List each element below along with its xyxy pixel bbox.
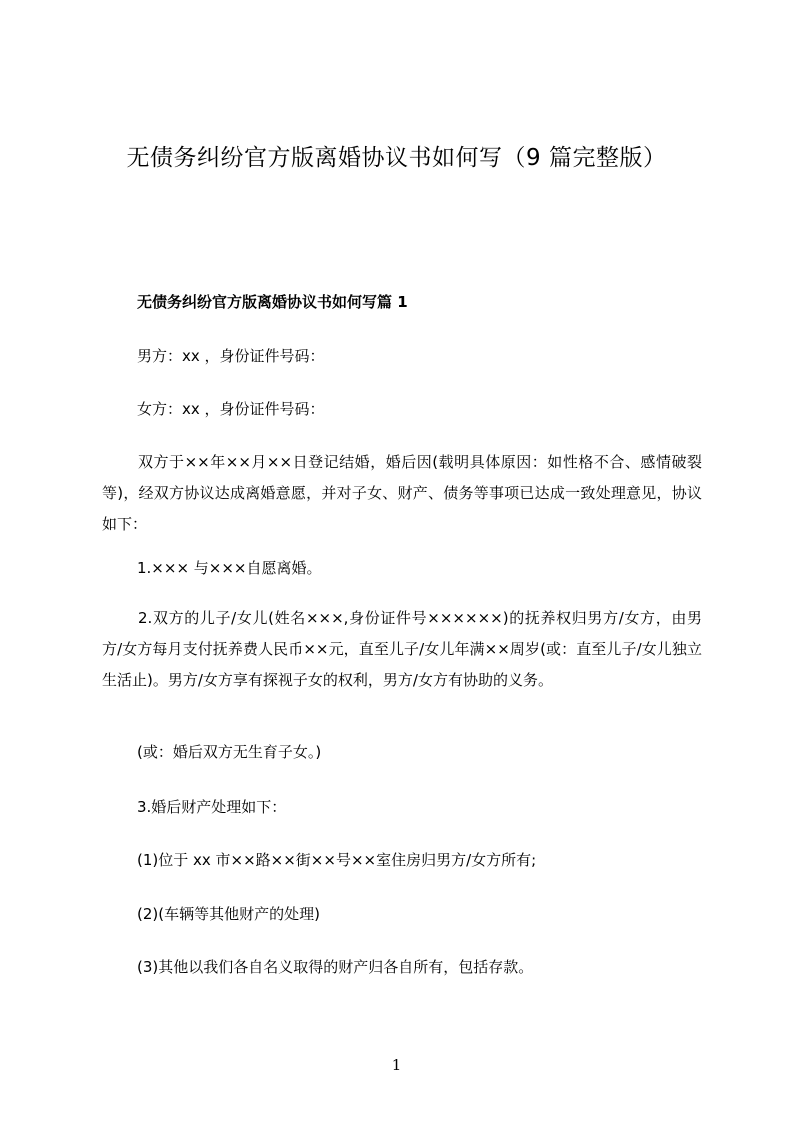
intro-paragraph: 双方于××年××月××日登记结婚，婚后因(载明具体原因：如性格不合、感情破裂等)，经双方协议达成离婚意愿，并对子女、财产、债务等事项已达成一致处理意见，协议如下：	[102, 453, 702, 533]
husband-line: 男方：xx ，身份证件号码：	[137, 347, 325, 365]
property-item-1: (1)位于 xx 市××路××街××号××室住房归男方/女方所有;	[137, 851, 537, 869]
wife-line: 女方：xx ，身份证件号码：	[137, 400, 325, 418]
page-number: 1	[391, 1056, 402, 1074]
property-item-3: (3)其他以我们各自名义取得的财产归各自所有，包括存款。	[137, 958, 534, 976]
clause-1: 1.××× 与×××自愿离婚。	[137, 559, 322, 577]
document-title: 无债务纠纷官方版离婚协议书如何写（9 篇完整版）	[126, 145, 667, 171]
clause-2: 2.双方的儿子/女儿(姓名×××,身份证件号××××××)的抚养权归男方/女方，由男方/女方每月支付抚养费人民币××元，直至儿子/女儿年满××周岁(或：直至儿子/女儿独立生活止)。男方/女方享有探视子女的权利，男方/女方有协助的义务。	[102, 609, 702, 689]
section-heading: 无债务纠纷官方版离婚协议书如何写篇 1	[137, 293, 408, 311]
property-item-2: (2)(车辆等其他财产的处理)	[137, 905, 320, 923]
clause-2-alternative: (或：婚后双方无生育子女。)	[137, 743, 322, 761]
clause-3: 3.婚后财产处理如下：	[137, 798, 287, 816]
